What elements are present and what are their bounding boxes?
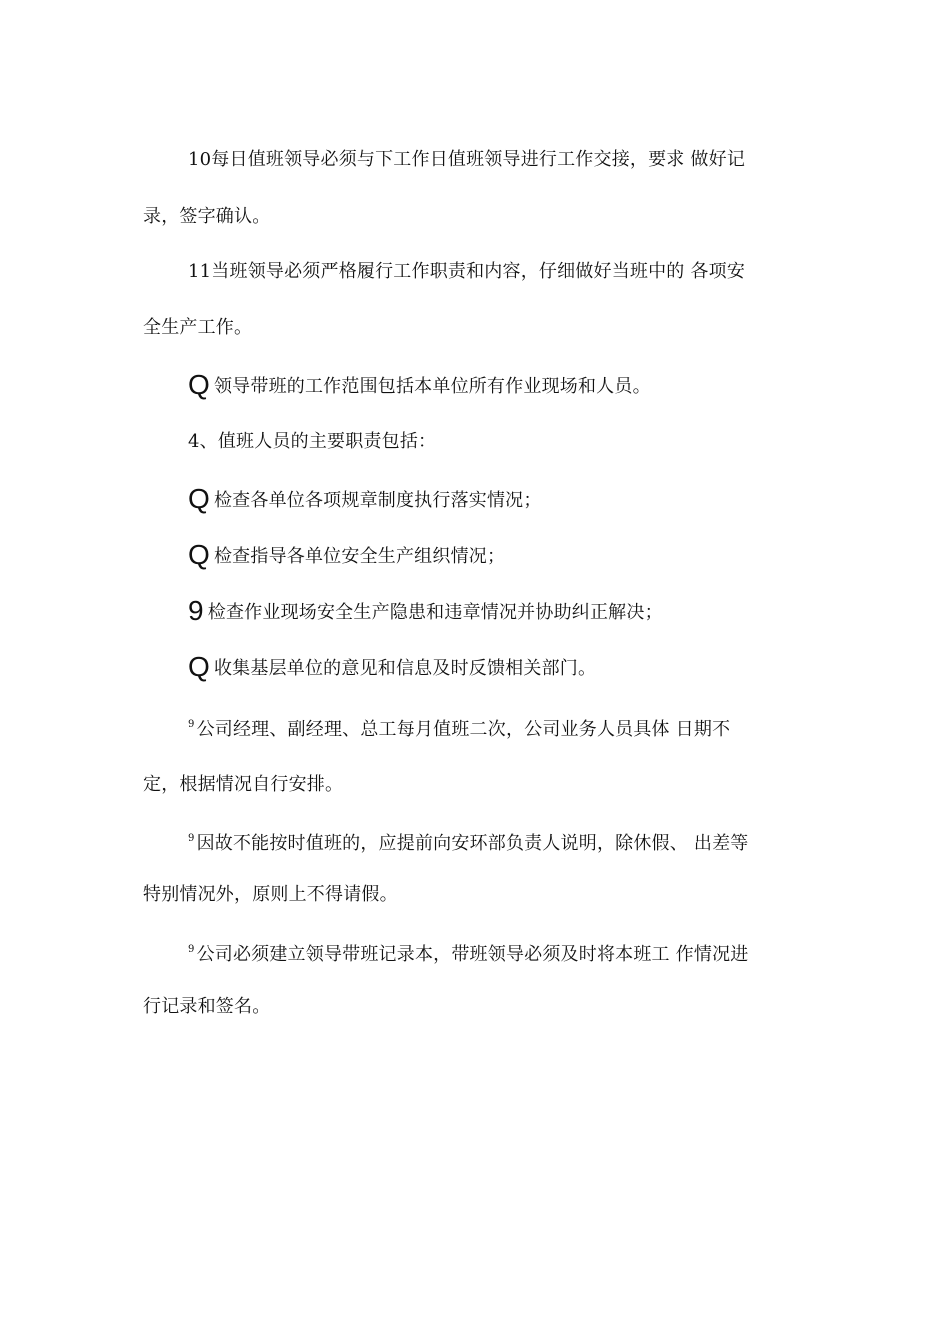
bullet-marker: Q [188, 539, 210, 570]
list-item [188, 369, 828, 400]
bullet-marker: Q [188, 651, 210, 682]
line-text: 11当班领导必须严格履行工作职责和内容，仔细做好当班中的 各项安 [188, 261, 746, 282]
bullet-marker: Q [188, 483, 210, 514]
line-text: 10每日值班领导必须与下工作日值班领导进行工作交接，要求 做好记 [188, 149, 746, 170]
paragraph-line [143, 316, 823, 340]
line-text: 检查指导各单位安全生产组织情况； [213, 546, 506, 567]
superscript-marker: 9 [188, 944, 195, 955]
line-text: 行记录和签名。 [143, 996, 271, 1017]
line-text: 录，签字确认。 [143, 206, 271, 227]
section-heading [188, 430, 828, 454]
list-item [188, 539, 828, 570]
superscript-marker: 9 [188, 833, 195, 844]
paragraph-line [188, 938, 828, 967]
line-text: 领导带班的工作范围包括本单位所有作业现场和人员。 [213, 376, 651, 397]
line-text: 全生产工作。 [143, 317, 253, 338]
bullet-marker: Q [188, 369, 210, 400]
line-text: 因故不能按时值班的，应提前向安环部负责人说明，除休假、 出差等 [196, 833, 749, 854]
list-item [188, 483, 828, 514]
line-text: 检查各单位各项规章制度执行落实情况； [213, 490, 542, 511]
line-text: 定，根据情况自行安排。 [143, 774, 344, 795]
line-text: 公司经理、副经理、总工每月值班二次，公司业务人员具体 日期不 [196, 719, 731, 740]
list-item [188, 651, 828, 682]
line-text: 收集基层单位的意见和信息及时反馈相关部门。 [213, 658, 597, 679]
paragraph-line [143, 205, 823, 229]
paragraph-line [188, 148, 828, 172]
list-item [188, 595, 828, 626]
paragraph-line [143, 883, 823, 907]
paragraph-line [188, 827, 828, 856]
line-text: 特别情况外，原则上不得请假。 [143, 884, 398, 905]
bullet-marker: 9 [188, 595, 204, 626]
paragraph-line [188, 260, 828, 284]
paragraph-line [143, 995, 823, 1019]
line-text: 公司必须建立领导带班记录本，带班领导必须及时将本班工 作情况进 [196, 944, 749, 965]
line-text: 检查作业现场安全生产隐患和违章情况并协助纠正解决； [207, 602, 663, 623]
line-text: 4、值班人员的主要职责包括： [188, 431, 437, 452]
superscript-marker: 9 [188, 719, 195, 730]
paragraph-line [188, 713, 828, 742]
paragraph-line [143, 773, 823, 797]
